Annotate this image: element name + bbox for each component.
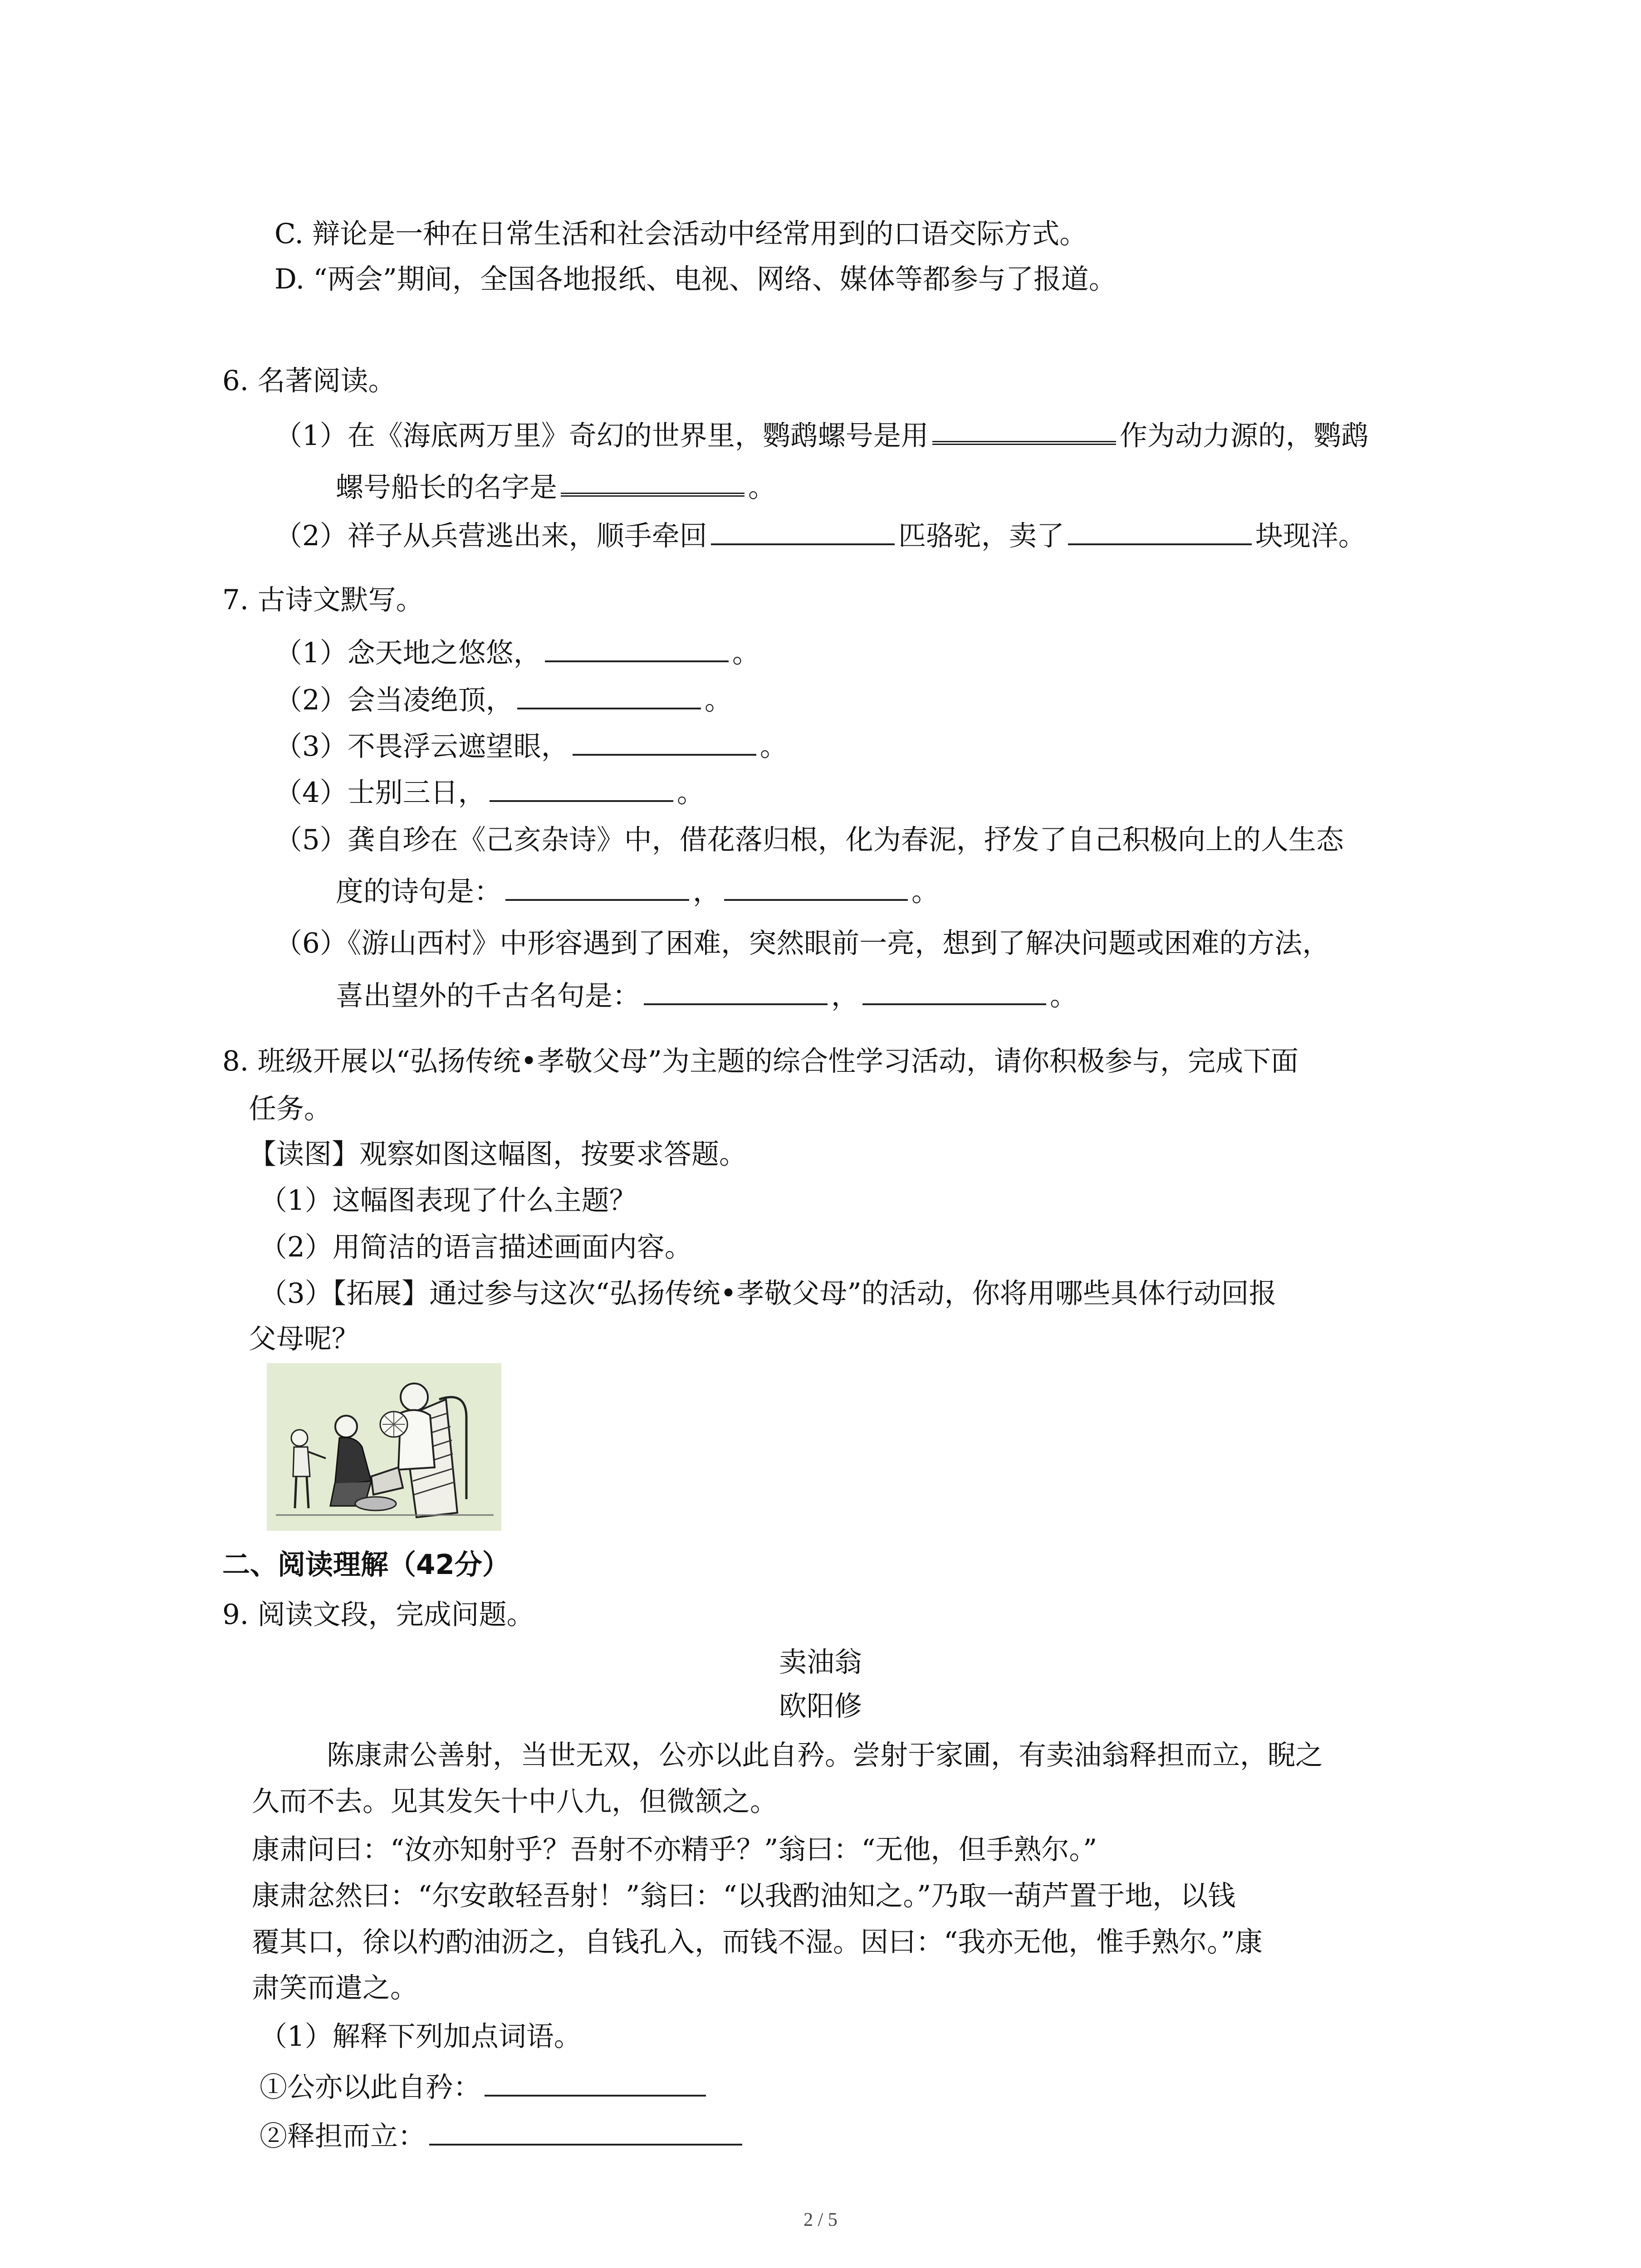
q6-p1-text-c: 螺号船长的名字是: [336, 471, 558, 503]
answer-blank[interactable]: [932, 413, 1116, 445]
q6-p2-text-b: 匹骆驼，卖了: [898, 520, 1064, 552]
illustration-drawing: [267, 1363, 501, 1531]
q6-p1-text-a: （1）在《海底两万里》奇幻的世界里，鹦鹉螺号是用: [274, 420, 929, 452]
q6-item1-line1: [274, 413, 1369, 454]
option-d: D. “两会”期间，全国各地报纸、电视、网络、媒体等都参与了报道。: [274, 263, 1117, 295]
q8-line7: 父母呢？: [249, 1323, 360, 1355]
answer-blank[interactable]: [490, 772, 673, 802]
q9-sub1: （1）解释下列加点词语。: [260, 2020, 582, 2053]
punct: 。: [759, 730, 788, 763]
passage-line5: 覆其口，徐以杓酌油沥之，自钱孔入，而钱不湿。因曰：“我亦无他，惟手熟尔。”康: [252, 1926, 1263, 1958]
q6-p2-text-c: 块现洋。: [1255, 520, 1366, 552]
passage-title: 卖油翁: [779, 1646, 862, 1678]
q7-i5-text-b: 度的诗句是：: [336, 875, 502, 908]
q6-p2-text-a: （2）祥子从兵营逃出来，顺手牵回: [274, 520, 707, 552]
answer-blank[interactable]: [1068, 515, 1252, 545]
q9-word1: [260, 2067, 710, 2106]
punct: 。: [704, 684, 732, 716]
q7-item5-line1: （5）龚自珍在《己亥杂诗》中，借花落归根，化为春泥，抒发了自己积极向上的人生态: [274, 824, 1344, 856]
punct: 。: [732, 637, 760, 669]
passage-line4: 康肃忿然曰：“尔安敢轻吾射！”翁曰：“以我酌油知之。”乃取一葫芦置于地，以钱: [252, 1880, 1236, 1912]
q9-w2-text: ②释担而立：: [260, 2120, 426, 2152]
q7-item2: [274, 679, 732, 719]
q7-item4: [274, 772, 705, 811]
q6-p1-text-b: 作为动力源的，鹦鹉: [1119, 420, 1369, 452]
answer-blank[interactable]: [711, 515, 895, 545]
answer-blank[interactable]: [862, 975, 1046, 1005]
answer-blank[interactable]: [517, 679, 701, 709]
q7-i6-text-b: 喜出望外的千古名句是：: [336, 980, 641, 1012]
section-heading: 二、阅读理解（42分）: [222, 1549, 510, 1581]
answer-blank[interactable]: [429, 2116, 742, 2146]
q6-item1-line2: [336, 464, 776, 506]
q8-line3: 【读图】观察如图这幅图，按要求答题。: [249, 1138, 747, 1170]
q9-word2: [260, 2116, 746, 2155]
option-c: C. 辩论是一种在日常生活和社会活动中经常用到的口语交际方式。: [274, 218, 1087, 250]
passage-line6: 肃笑而遣之。: [252, 1972, 418, 2004]
passage-line2: 久而不去。见其发矢十中八九，但微颔之。: [252, 1785, 778, 1818]
q9-title: 9. 阅读文段，完成问题。: [222, 1598, 534, 1631]
q7-i3-text: （3）不畏浮云遮望眼，: [274, 730, 569, 763]
punct: 。: [1050, 980, 1078, 1012]
answer-blank[interactable]: [485, 2067, 706, 2097]
q8-line5: （2）用简洁的语言描述画面内容。: [260, 1231, 692, 1263]
q6-title: 6. 名著阅读。: [222, 365, 396, 397]
q9-w1-text: ①公亦以此自矜：: [260, 2071, 481, 2103]
foot-washing-illustration: [267, 1363, 501, 1531]
passage-line3: 康肃问曰：“汝亦知射乎？吾射不亦精乎？”翁曰：“无他，但手熟尔。”: [252, 1833, 1097, 1866]
q7-item6-line2: [336, 975, 1078, 1014]
punct: 。: [911, 875, 940, 908]
punct: 。: [676, 777, 705, 809]
q6-p1-text-d: 。: [748, 471, 776, 503]
q6-item2: [274, 515, 1366, 554]
q7-i4-text: （4）士别三日，: [274, 777, 486, 809]
answer-blank[interactable]: [545, 632, 729, 662]
answer-blank[interactable]: [724, 871, 908, 901]
q7-item6-line1: （6）《游山西村》中形容遇到了困难，突然眼前一亮，想到了解决问题或困难的方法，: [274, 927, 1330, 959]
passage-line1: 陈康肃公善射，当世无双，公亦以此自矜。尝射于家圃，有卖油翁释担而立，睨之: [327, 1739, 1323, 1771]
punct: ，: [693, 875, 721, 908]
page-number: 2 / 5: [803, 2209, 838, 2230]
q7-i2-text: （2）会当凌绝顶，: [274, 684, 514, 716]
punct: ，: [831, 980, 859, 1012]
q7-item3: [274, 726, 788, 765]
answer-blank[interactable]: [644, 975, 828, 1005]
q8-line4: （1）这幅图表现了什么主题？: [260, 1184, 637, 1217]
answer-blank[interactable]: [573, 726, 756, 756]
passage-author: 欧阳修: [779, 1690, 862, 1722]
q7-item5-line2: [336, 871, 939, 910]
q8-line6: （3）【拓展】通过参与这次“弘扬传统•孝敬父母”的活动，你将用哪些具体行动回报: [260, 1277, 1277, 1310]
q7-i1-text: （1）念天地之悠悠，: [274, 637, 541, 669]
q8-line1: 8. 班级开展以“弘扬传统•孝敬父母”为主题的综合性学习活动，请你积极参与，完成下面: [222, 1045, 1298, 1077]
answer-blank[interactable]: [505, 871, 689, 901]
answer-blank[interactable]: [561, 464, 745, 497]
q7-item1: [274, 632, 760, 671]
q7-title: 7. 古诗文默写。: [222, 584, 424, 616]
q8-line2: 任务。: [249, 1093, 332, 1125]
